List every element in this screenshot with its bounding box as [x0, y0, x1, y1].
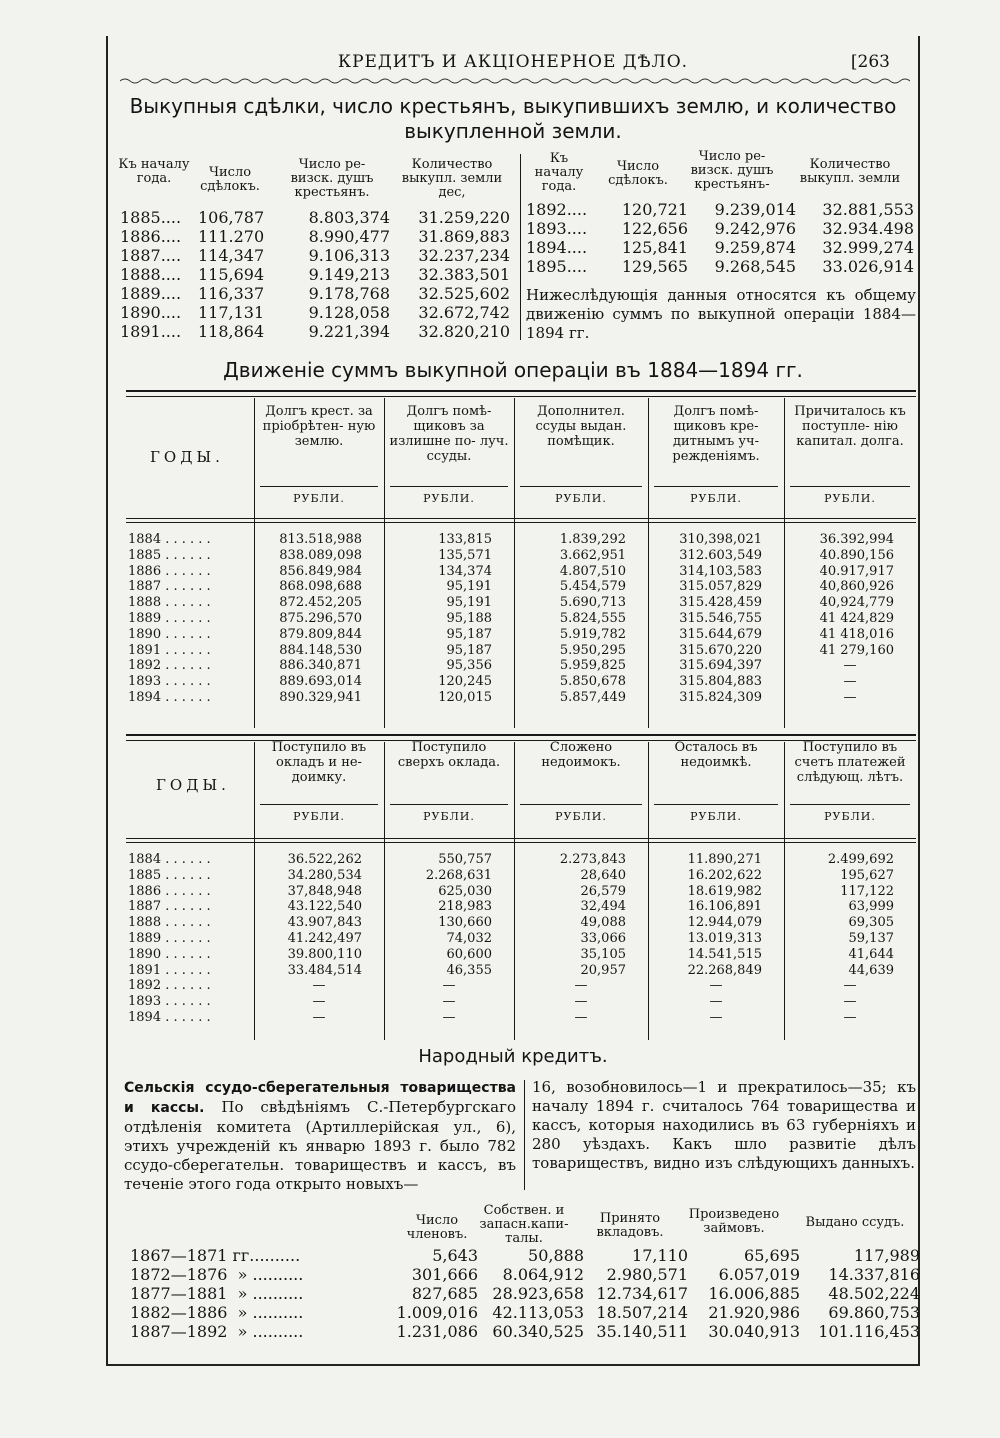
- unit-rule: [520, 486, 642, 487]
- table-cell: 838.089,098: [279, 547, 362, 563]
- column-header: Долгъ помѣ- щиковъ кре- дитнымъ уч- режденіямъ.: [672, 404, 760, 464]
- year-label: 1884 . . . . . .: [128, 852, 211, 867]
- unit-rule: [260, 804, 378, 805]
- table-cell: 1886....: [120, 227, 182, 246]
- table-cell: —: [312, 1010, 326, 1025]
- table-cell: 118,864: [198, 322, 265, 341]
- period-label: 1882—1886 » ..........: [130, 1303, 304, 1322]
- table-cell: —: [574, 994, 588, 1010]
- column-header: Долгъ помѣ- щиковъ за излишне по- луч. ссуды.: [389, 404, 509, 464]
- table-cell: 856.849,984: [279, 563, 362, 579]
- unit-rule: [654, 804, 778, 805]
- section-title: Народный кредитъ.: [418, 1046, 608, 1067]
- unit-label: РУБЛИ.: [555, 810, 607, 823]
- period-label: 1887—1892 » ..........: [130, 1322, 304, 1341]
- table-cell: 40.890,156: [819, 547, 894, 563]
- unit-rule: [390, 804, 508, 805]
- table-cell: 60,600: [446, 946, 492, 962]
- table-cell: 879.809,844: [279, 626, 362, 642]
- section-text-left: [124, 1078, 516, 1194]
- table-cell: 40,860,926: [819, 579, 894, 595]
- table-cell: 26,579: [580, 883, 626, 899]
- table-cell: 48.502,224: [828, 1284, 920, 1303]
- table-cell: 9.106,313: [308, 246, 390, 265]
- table-cell: 2.499,692: [827, 852, 894, 867]
- table-cell: 868.098,688: [279, 579, 362, 595]
- table-cell: 134,374: [438, 563, 492, 579]
- table-cell: 95,191: [446, 595, 492, 611]
- year-label: 1893 . . . . . .: [128, 994, 211, 1010]
- table-cell: 9.149,213: [308, 265, 390, 284]
- t2-head2-rule-2: [126, 842, 916, 843]
- section-body-left: По свѣдѣніямъ С.-Петербургскаго отдѣленія комитета (Артиллерійская ул., 6), этихъ учрежденій къ январю 1893 г. было 782 ссудо-сберегательн. товариществъ и кассъ, въ теченіе этого года открыто новыхъ—: [124, 1098, 516, 1193]
- table-cell: 301,666: [411, 1265, 478, 1284]
- year-label: 1889 . . . . . .: [128, 931, 211, 946]
- table-cell: —: [442, 1010, 456, 1025]
- table-cell: 106,787: [198, 208, 265, 227]
- column-header: Поступило сверхъ оклада.: [397, 740, 501, 770]
- table-cell: —: [709, 978, 723, 994]
- t1r-header-deals: Число сдѣлокъ.: [608, 159, 668, 188]
- table-cell: 1889....: [120, 284, 182, 303]
- year-label: 1894 . . . . . .: [128, 690, 211, 705]
- table-cell: 60.340,525: [492, 1322, 584, 1341]
- column-header: Дополнител. ссуды выдан. помѣщик.: [535, 404, 627, 449]
- table-cell: 33,066: [580, 931, 626, 946]
- table-cell: 46,355: [446, 962, 492, 978]
- unit-label: РУБЛИ.: [293, 810, 345, 823]
- unit-label: РУБЛИ.: [555, 492, 607, 505]
- running-title: КРЕДИТЪ И АКЦІОНЕРНОЕ ДѢЛО.: [337, 52, 689, 72]
- table-cell: 9.259,874: [714, 238, 796, 257]
- table-cell: 625,030: [438, 883, 492, 899]
- t2-top-rule-thin: [126, 396, 916, 397]
- t1r-header-year: Къ началу года.: [534, 151, 584, 194]
- table-cell: 1.009,016: [396, 1303, 478, 1322]
- table-cell: 40.917,917: [819, 563, 894, 579]
- table-cell: 95,356: [446, 658, 492, 674]
- table-cell: 32.820,210: [418, 322, 510, 341]
- table-cell: 16.006,885: [708, 1284, 800, 1303]
- table-cell: 39.800,110: [287, 946, 362, 962]
- unit-label: РУБЛИ.: [423, 492, 475, 505]
- table-cell: —: [843, 978, 857, 994]
- t1-header-land: Количество выкупл. земли дес,: [401, 157, 503, 200]
- table-cell: 315.694,397: [679, 658, 762, 674]
- table-cell: —: [574, 978, 588, 994]
- table-cell: 889.693,014: [279, 674, 362, 690]
- year-label: 1890 . . . . . .: [128, 946, 211, 962]
- table-cell: 1892....: [526, 200, 588, 219]
- unit-label: РУБЛИ.: [824, 492, 876, 505]
- table-cell: 41.242,497: [287, 931, 362, 946]
- column-header: Поступило въ окладъ и не- доимку.: [271, 740, 367, 785]
- column-header: Собствен. и запасн.капи- талы.: [479, 1203, 569, 1246]
- table-cell: 37,848,948: [287, 883, 362, 899]
- table-cell: 135,571: [438, 547, 492, 563]
- table-cell: 33.484,514: [287, 962, 362, 978]
- table-cell: 5.959,825: [559, 658, 626, 674]
- year-label: 1886 . . . . . .: [128, 563, 211, 579]
- table-cell: 40,924,779: [819, 595, 894, 611]
- table-cell: 813.518,988: [279, 532, 362, 547]
- table-cell: 1888....: [120, 265, 182, 284]
- table-cell: 14.337,816: [828, 1265, 920, 1284]
- table-cell: 95,187: [446, 626, 492, 642]
- running-header: [106, 48, 920, 76]
- t1-divider: [520, 154, 521, 340]
- column-header: Причиталось къ поступле- нію капитал. долга.: [794, 404, 906, 449]
- year-label: 1885 . . . . . .: [128, 547, 211, 563]
- table-cell: 315.546,755: [679, 611, 762, 626]
- table-cell: 59,137: [848, 931, 894, 946]
- table-cell: —: [709, 994, 723, 1010]
- table-cell: 125,841: [621, 238, 688, 257]
- table-cell: —: [312, 978, 326, 994]
- table-cell: 28.923,658: [492, 1284, 584, 1303]
- table-cell: 4.807,510: [559, 563, 626, 579]
- t2-top-rule: [126, 390, 916, 392]
- period-label: 1867—1871 гг..........: [130, 1246, 301, 1265]
- unit-rule: [520, 804, 642, 805]
- year-label: 1889 . . . . . .: [128, 611, 211, 626]
- table-cell: 1887....: [120, 246, 182, 265]
- table-cell: 872.452,205: [279, 595, 362, 611]
- t1-header-souls: Число ре- визск. душъ крестьянъ.: [290, 157, 374, 200]
- year-label: 1884 . . . . . .: [128, 532, 211, 547]
- table-cell: 315.804,883: [679, 674, 762, 690]
- table-cell: 315.644,679: [679, 626, 762, 642]
- table-cell: 5.850,678: [559, 674, 626, 690]
- column-header: Долгъ крест. за пріобрѣтен- ную землю.: [262, 404, 376, 449]
- table-cell: 133,815: [438, 532, 492, 547]
- table-cell: 315.670,220: [679, 642, 762, 658]
- table-cell: 32.383,501: [418, 265, 510, 284]
- section-lead: Сельскія ссудо-сберегательныя товарищества и кассы.: [124, 1080, 516, 1116]
- table-cell: —: [843, 994, 857, 1010]
- table-cell: 21.920,986: [708, 1303, 800, 1322]
- table-cell: 36.522,262: [287, 852, 362, 867]
- t1-note: Нижеслѣдующія данныя относятся къ общему движенію суммъ по выкупной операціи 1884—1894 гг.: [526, 286, 916, 342]
- column-header: Сложено недоимокъ.: [541, 740, 621, 770]
- table-cell: —: [442, 978, 456, 994]
- table-cell: 69.860,753: [828, 1303, 920, 1322]
- table-cell: 2.268,631: [425, 867, 492, 883]
- table-cell: 3.662,951: [559, 547, 626, 563]
- table-cell: 32.672,742: [418, 303, 510, 322]
- table-cell: —: [442, 994, 456, 1010]
- table-cell: 74,032: [446, 931, 492, 946]
- table-cell: 827,685: [411, 1284, 478, 1303]
- table-cell: 5.454,579: [559, 579, 626, 595]
- unit-rule: [790, 486, 910, 487]
- t2-years-label: ГОДЫ.: [150, 448, 224, 466]
- t2-years-label-2: ГОДЫ.: [156, 776, 230, 794]
- table-cell: 13.019,313: [687, 931, 762, 946]
- table-cell: 22.268,849: [687, 962, 762, 978]
- year-label: 1886 . . . . . .: [128, 883, 211, 899]
- section-divider: [524, 1080, 525, 1190]
- table-cell: —: [843, 674, 857, 690]
- table-cell: 36.392,994: [819, 532, 894, 547]
- table1-title: Выкупныя сдѣлки, число крестьянъ, выкупившихъ землю, и количество выкупленной земли.: [129, 94, 897, 143]
- table-cell: 129,565: [621, 257, 688, 276]
- t2-head2-rule: [126, 838, 916, 839]
- table-cell: 12.734,617: [596, 1284, 688, 1303]
- table-cell: 195,627: [840, 867, 894, 883]
- column-header: Принято вкладовъ.: [596, 1211, 664, 1240]
- column-header: Выдано ссудъ.: [805, 1215, 905, 1230]
- year-label: 1891 . . . . . .: [128, 642, 211, 658]
- table-cell: 1.839,292: [559, 532, 626, 547]
- table2-title: Движеніе суммъ выкупной операціи въ 1884—1894 гг.: [223, 358, 803, 382]
- year-label: 1894 . . . . . .: [128, 1010, 211, 1025]
- table-cell: 5.919,782: [559, 626, 626, 642]
- table-cell: 16.202,622: [687, 867, 762, 883]
- table-cell: 1.231,086: [396, 1322, 478, 1341]
- table-cell: 130,660: [438, 915, 492, 931]
- table-cell: 43.907,843: [287, 915, 362, 931]
- year-label: 1892 . . . . . .: [128, 658, 211, 674]
- year-label: 1888 . . . . . .: [128, 915, 211, 931]
- year-label: 1893 . . . . . .: [128, 674, 211, 690]
- t2-head-rule-2: [126, 522, 916, 523]
- table-cell: 31.259,220: [418, 208, 510, 227]
- table-cell: 16.106,891: [687, 899, 762, 915]
- table-cell: 9.239,014: [714, 200, 796, 219]
- table-cell: 30.040,913: [708, 1322, 800, 1341]
- table-cell: 69,305: [848, 915, 894, 931]
- table-cell: 11.890,271: [687, 852, 762, 867]
- table-cell: 315.428,459: [679, 595, 762, 611]
- table-cell: 95,187: [446, 642, 492, 658]
- table-cell: 312.603,549: [679, 547, 762, 563]
- year-label: 1887 . . . . . .: [128, 899, 211, 915]
- table-cell: 32.934.498: [822, 219, 914, 238]
- table-cell: 32.237,234: [418, 246, 510, 265]
- unit-rule: [790, 804, 910, 805]
- table-cell: 35.140,511: [596, 1322, 688, 1341]
- table-cell: —: [709, 1010, 723, 1025]
- table-cell: 9.242,976: [714, 219, 796, 238]
- table-cell: 884.148,530: [279, 642, 362, 658]
- table-cell: 65,695: [744, 1246, 800, 1265]
- column-header: Поступило въ счетъ платежей слѣдующ. лѣтъ.: [794, 740, 906, 785]
- table-cell: 117,122: [840, 883, 894, 899]
- column-header: Осталось въ недоимкѣ.: [674, 740, 758, 770]
- year-label: 1891 . . . . . .: [128, 962, 211, 978]
- table-cell: 32.525,602: [418, 284, 510, 303]
- table-cell: 6.057,019: [718, 1265, 800, 1284]
- table-cell: 12.944,079: [687, 915, 762, 931]
- table-cell: 120,721: [621, 200, 688, 219]
- table-cell: 42.113,053: [492, 1303, 584, 1322]
- table-cell: 44,639: [848, 962, 894, 978]
- table-cell: 33.026,914: [822, 257, 914, 276]
- table-cell: 114,347: [198, 246, 265, 265]
- unit-label: РУБЛИ.: [690, 810, 742, 823]
- table-cell: 18.619,982: [687, 883, 762, 899]
- table-cell: 8.990,477: [308, 227, 390, 246]
- t1r-header-souls: Число ре- визск. душъ крестьянъ-: [690, 149, 774, 192]
- column-header: Произведено займовъ.: [688, 1207, 780, 1236]
- table-cell: 1885....: [120, 208, 182, 227]
- t1-header-deals: Число сдѣлокъ.: [200, 165, 260, 194]
- table-cell: 315.057,829: [679, 579, 762, 595]
- year-label: 1890 . . . . . .: [128, 626, 211, 642]
- table-cell: 28,640: [580, 867, 626, 883]
- unit-rule: [390, 486, 508, 487]
- table-cell: 20,957: [580, 962, 626, 978]
- column-header: Число членовъ.: [406, 1213, 468, 1242]
- table-cell: 9.128,058: [308, 303, 390, 322]
- table-cell: 101.116,453: [818, 1322, 920, 1341]
- table-cell: 120,245: [438, 674, 492, 690]
- unit-label: РУБЛИ.: [824, 810, 876, 823]
- t2-mid-rule: [126, 734, 916, 736]
- year-label: 1887 . . . . . .: [128, 579, 211, 595]
- year-label: 1888 . . . . . .: [128, 595, 211, 611]
- table-cell: 122,656: [621, 219, 688, 238]
- table-cell: 115,694: [198, 265, 265, 284]
- table-cell: 5.690,713: [559, 595, 626, 611]
- period-label: 1872—1876 » ..........: [130, 1265, 304, 1284]
- table-cell: 117,131: [198, 303, 265, 322]
- table-cell: —: [843, 690, 857, 705]
- table-cell: 95,188: [446, 611, 492, 626]
- table-cell: 9.268,545: [714, 257, 796, 276]
- table-cell: 41 279,160: [819, 642, 894, 658]
- table-cell: 34.280,534: [287, 867, 362, 883]
- table-cell: 886.340,871: [279, 658, 362, 674]
- unit-label: РУБЛИ.: [423, 810, 475, 823]
- table-cell: 8.064,912: [502, 1265, 584, 1284]
- table-cell: —: [843, 658, 857, 674]
- table-cell: 1895....: [526, 257, 588, 276]
- table-cell: —: [574, 1010, 588, 1025]
- unit-rule: [260, 486, 378, 487]
- table-cell: 43.122,540: [287, 899, 362, 915]
- t2-head-rule: [126, 518, 916, 519]
- table-cell: 1890....: [120, 303, 182, 322]
- table-cell: 18.507,214: [596, 1303, 688, 1322]
- table-cell: 1893....: [526, 219, 588, 238]
- table-cell: 9.178,768: [308, 284, 390, 303]
- table-cell: 32.999,274: [822, 238, 914, 257]
- period-label: 1877—1881 » ..........: [130, 1284, 304, 1303]
- table-cell: 41 424,829: [819, 611, 894, 626]
- table-cell: 5.950,295: [559, 642, 626, 658]
- table-cell: 32.881,553: [822, 200, 914, 219]
- table-cell: 8.803,374: [308, 208, 390, 227]
- table-cell: —: [843, 1010, 857, 1025]
- table-cell: 32,494: [580, 899, 626, 915]
- unit-rule: [654, 486, 778, 487]
- table-cell: 315.824,309: [679, 690, 762, 705]
- table-cell: 5.824,555: [559, 611, 626, 626]
- table-cell: 14.541,515: [687, 946, 762, 962]
- section-text-right: 16, возобновилось—1 и прекратилось—35; къ началу 1894 г. считалось 764 товарищества и кассъ, которыя находились въ 63 губерніяхъ и 280 уѣздахъ. Какъ шло развитіе дѣлъ товариществъ, видно изъ слѣдующихъ данныхъ.: [532, 1078, 916, 1172]
- table-cell: 50,888: [528, 1246, 584, 1265]
- unit-label: РУБЛИ.: [293, 492, 345, 505]
- table-cell: 17,110: [632, 1246, 688, 1265]
- table-cell: 95,191: [446, 579, 492, 595]
- table-cell: 314,103,583: [679, 563, 762, 579]
- unit-label: РУБЛИ.: [690, 492, 742, 505]
- t1-header-year: Къ началу года.: [118, 157, 190, 186]
- table-cell: 2.980,571: [606, 1265, 688, 1284]
- table-cell: 1894....: [526, 238, 588, 257]
- table-cell: 120,015: [438, 690, 492, 705]
- table-cell: 35,105: [580, 946, 626, 962]
- table-cell: 41 418,016: [819, 626, 894, 642]
- table-cell: 310,398,021: [679, 532, 762, 547]
- table-cell: 41,644: [848, 946, 894, 962]
- table-cell: 117,989: [853, 1246, 920, 1265]
- year-label: 1892 . . . . . .: [128, 978, 211, 994]
- table-cell: 1891....: [120, 322, 182, 341]
- table-cell: 111.270: [198, 227, 265, 246]
- table-cell: —: [312, 994, 326, 1010]
- table-cell: 875.296,570: [279, 611, 362, 626]
- table-cell: 49,088: [580, 915, 626, 931]
- table-cell: 116,337: [198, 284, 265, 303]
- t1r-header-land: Количество выкупл. земли: [799, 157, 901, 186]
- table-cell: 218,983: [438, 899, 492, 915]
- table-cell: 5.857,449: [559, 690, 626, 705]
- table-cell: 63,999: [848, 899, 894, 915]
- page-number: [263: [850, 52, 890, 72]
- table-cell: 5,643: [432, 1246, 478, 1265]
- table-cell: 890.329,941: [279, 690, 362, 705]
- table-cell: 31.869,883: [418, 227, 510, 246]
- wavy-rule: [120, 76, 910, 86]
- table-cell: 550,757: [438, 852, 492, 867]
- table-cell: 9.221,394: [308, 322, 390, 341]
- year-label: 1885 . . . . . .: [128, 867, 211, 883]
- table-cell: 2.273,843: [559, 852, 626, 867]
